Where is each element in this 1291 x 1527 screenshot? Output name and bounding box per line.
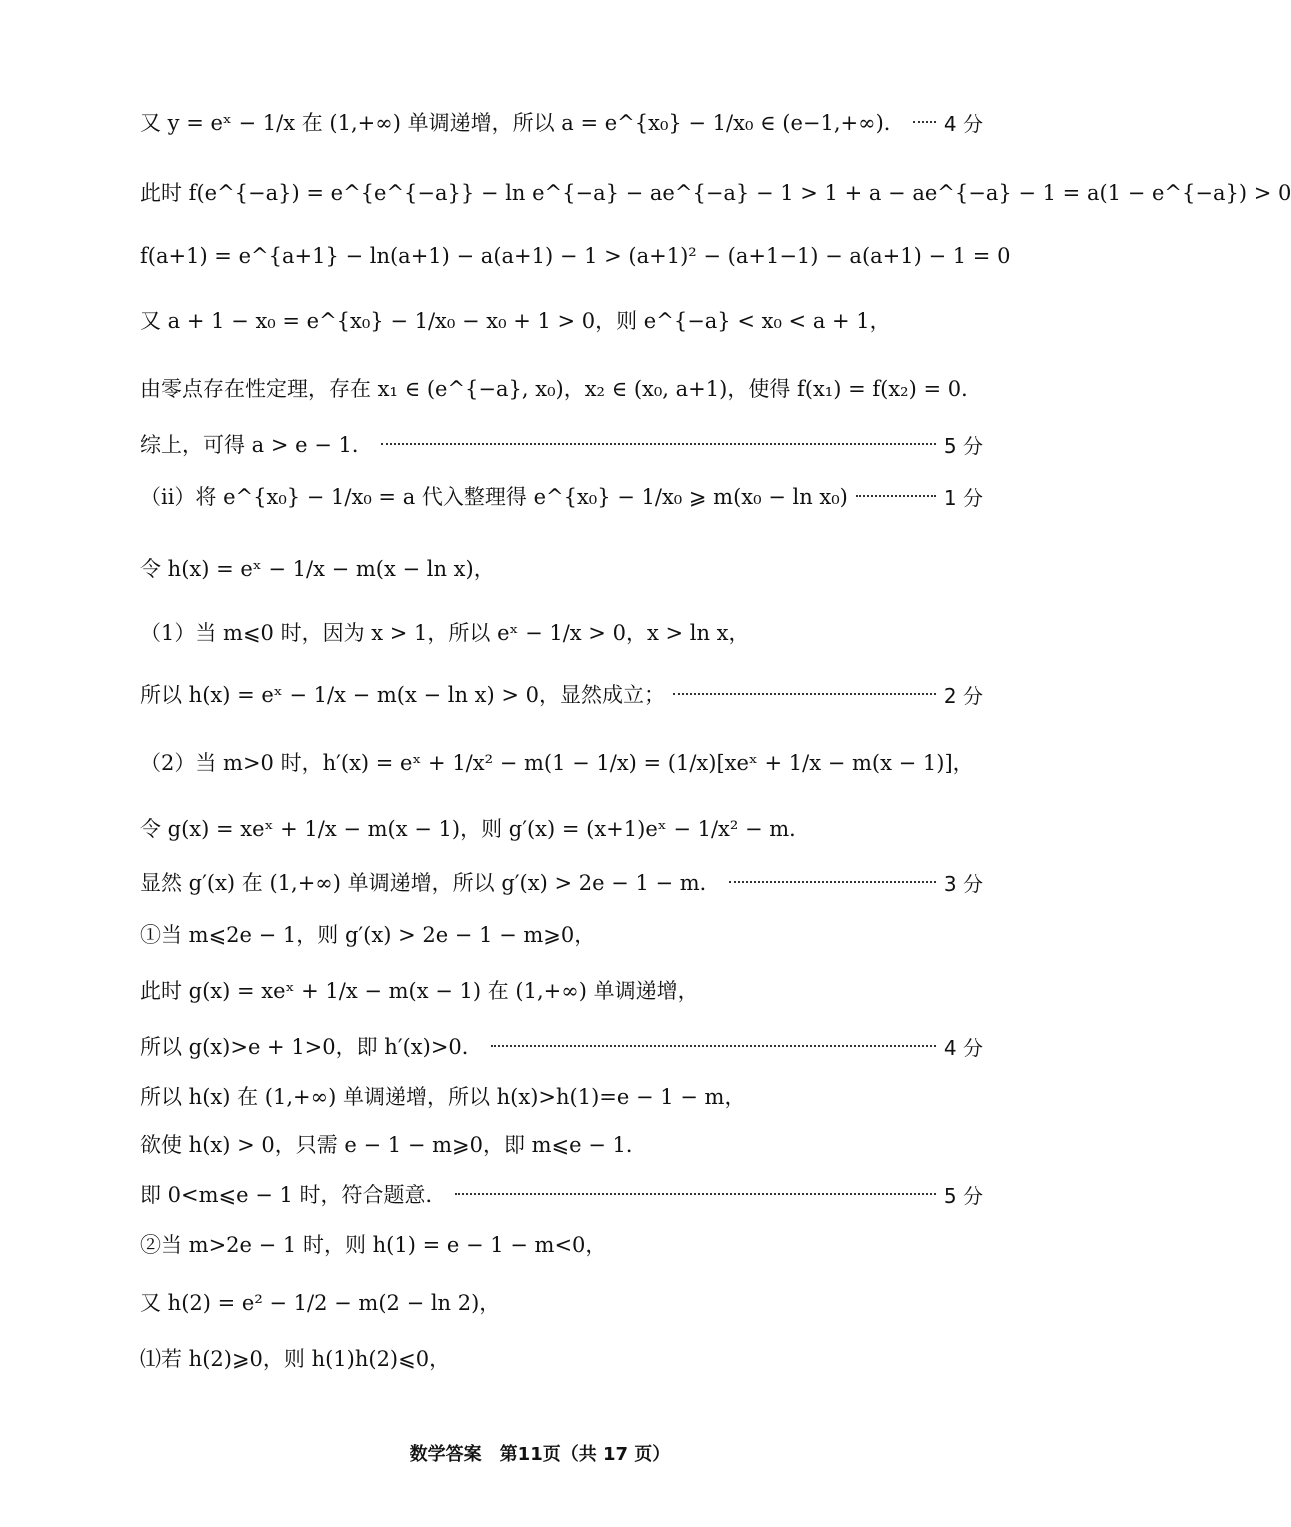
solution-line [140,732,983,792]
dot-leader [455,1193,936,1195]
score-label: 5 分 [943,1183,983,1208]
score-label: 4 分 [943,1035,983,1060]
dot-leader [381,443,936,445]
score-label: 5 分 [943,433,983,458]
solution-line-text: ②当 m>2e − 1 时，则 h(1) = e − 1 − m<0， [140,1233,607,1257]
solution-line-text: 显然 g′(x) 在 (1,+∞) 单调递增，所以 g′(x) > 2e − 1 − m． [140,871,721,895]
score-label: 1 分 [943,485,983,510]
solution-line-text: （ii）将 e^{x₀} − 1/x₀ = a 代入整理得 e^{x₀} − 1/x₀ ⩾ m(x₀ − ln x₀) [140,485,848,509]
solution-line-text: 又 a + 1 − x₀ = e^{x₀} − 1/x₀ − x₀ + 1 > 0，则 e^{−a} < x₀ < a + 1， [140,309,891,333]
solution-line [140,664,983,724]
solution-line-text: 令 h(x) = eˣ − 1/x − m(x − ln x)， [140,557,495,581]
dot-leader [856,495,936,497]
score-label: 2 分 [943,683,983,708]
solution-line-text: （1）当 m⩽0 时，因为 x > 1，所以 eˣ − 1/x > 0，x > ln x， [140,621,750,645]
solution-line [140,798,983,858]
dot-leader [491,1045,936,1047]
solution-line [140,1272,983,1332]
solution-line-text: 令 g(x) = xeˣ + 1/x − m(x − 1)，则 g′(x) = (x+1)eˣ − 1/x² − m． [140,817,811,841]
solution-line-text: 所以 g(x)>e + 1>0，即 h′(x)>0． [140,1035,483,1059]
dot-leader [673,693,936,695]
solution-line [140,1214,983,1274]
dot-leader [913,121,936,123]
solution-line-text: 所以 h(x) = eˣ − 1/x − m(x − ln x) > 0，显然成立； [140,683,666,707]
solution-line-text: 即 0<m⩽e − 1 时，符合题意． [140,1183,447,1207]
solution-line-text: 欲使 h(x) > 0，只需 e − 1 − m⩾0，即 m⩽e − 1． [140,1133,647,1157]
solution-line-text: ①当 m⩽2e − 1，则 g′(x) > 2e − 1 − m⩾0， [140,923,596,947]
solution-line-text: ⑴若 h(2)⩾0，则 h(1)h(2)⩽0， [140,1347,451,1371]
score-label: 3 分 [943,871,983,896]
solution-line [140,414,983,474]
solution-line-text: 又 y = eˣ − 1/x 在 (1,+∞) 单调递增，所以 a = e^{x₀} − 1/x₀ ∈ (e−1,+∞)． [140,111,905,135]
solution-line-text: 所以 h(x) 在 (1,+∞) 单调递增，所以 h(x)>h(1)=e − 1 − m， [140,1085,746,1109]
solution-line-text: 又 h(2) = e² − 1/2 − m(2 − ln 2)， [140,1291,501,1315]
solution-line-text: 由零点存在性定理，存在 x₁ ∈ (e^{−a}, x₀)，x₂ ∈ (x₀, a+1)，使得 f(x₁) = f(x₂) = 0． [140,377,983,401]
solution-line [140,466,983,526]
score-label: 4 分 [943,111,983,136]
solution-line-text: 综上，可得 a > e − 1． [140,433,373,457]
solution-line [140,358,983,418]
solution-line [140,226,1011,286]
solution-line [140,162,1291,222]
dot-leader [729,881,936,883]
solution-line [140,852,983,912]
page-footer: 数学答案 第11页（共 17 页） [409,1444,671,1465]
solution-line [140,290,983,350]
solution-line-text: 此时 g(x) = xeˣ + 1/x − m(x − 1) 在 (1,+∞) 单调递增， [140,979,699,1003]
solution-line [140,602,983,662]
solution-line [140,92,983,152]
solution-line-text: 此时 f(e^{−a}) = e^{e^{−a}} − ln e^{−a} − ae^{−a} − 1 > 1 + a − ae^{−a} − 1 = a(1 − e^{−a}) > 0 [140,181,1291,205]
solution-line [140,904,983,964]
solution-line-text: （2）当 m>0 时，h′(x) = eˣ + 1/x² − m(1 − 1/x) = (1/x)[xeˣ + 1/x − m(x − 1)]， [140,751,974,775]
solution-line [140,960,983,1020]
solution-line [140,538,983,598]
solution-line-text: f(a+1) = e^{a+1} − ln(a+1) − a(a+1) − 1 > (a+1)² − (a+1−1) − a(a+1) − 1 = 0 [140,244,1011,268]
solution-line [140,1328,983,1388]
